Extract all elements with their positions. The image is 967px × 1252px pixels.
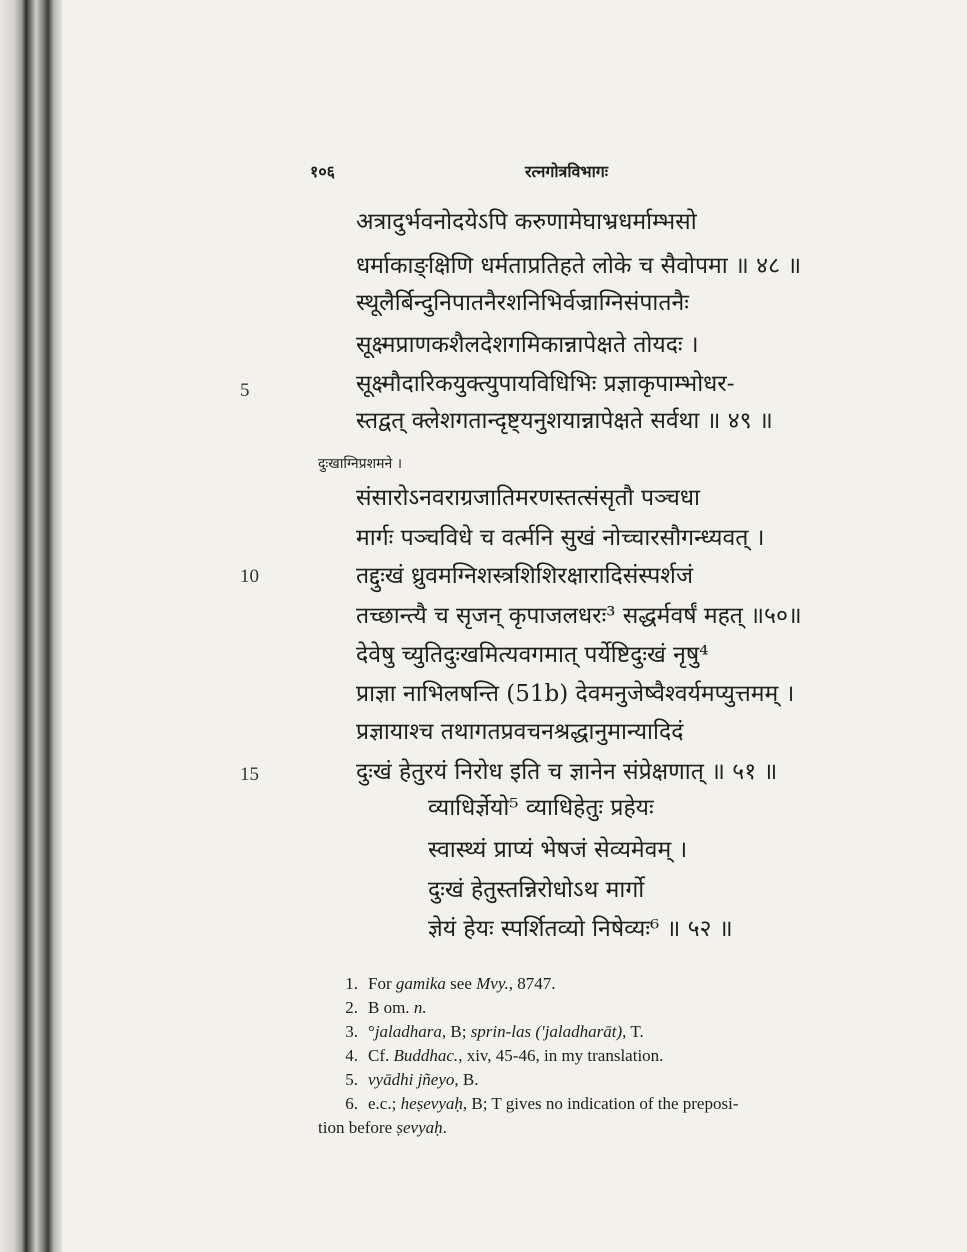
margin-line-number: 15 [240,764,259,785]
verse-line: मार्गः पञ्चविधे च वर्त्मनि सुखं नोच्चारसौगन्ध्यवत् । [356,525,765,551]
verse-line: धर्माकाङ्क्षिणि धर्मताप्रतिहते लोके च सैवोपमा ॥ ४८ ॥ [356,253,802,279]
verse-line: स्वास्थ्यं प्राप्यं भेषजं सेव्यमेवम् । [428,837,688,863]
footnote [318,1020,883,1044]
verse-line: ज्ञेयं हेयः स्पर्शितव्यो निषेव्यः⁶ ॥ ५२ ॥ [428,916,733,942]
footnote [318,1068,883,1092]
footnote-number: 1. [345,974,358,993]
verse-line: स्थूलैर्बिन्दुनिपातनैरशनिभिर्वज्राग्निसंपातनैः [356,290,689,316]
verse-line: देवेषु च्युतिदुःखमित्यवगमात् पर्येष्टिदुःखं नृषु⁴ [356,642,709,668]
footnote-text: °jaladhara, B; sprin-las ('jaladharāt), T. [368,1022,644,1041]
running-title: रत्नगोत्रविभागः [525,162,608,181]
footnote-number: 4. [345,1046,358,1065]
footnote-text: B om. n. [368,998,427,1017]
verse-line: व्याधिर्ज्ञेयो⁵ व्याधिहेतुः प्रहेयः [428,795,654,821]
footnote [318,1092,883,1116]
verse-line: प्राज्ञा नाभिलषन्ति (51b) देवमनुजेष्वैश्वर्यमप्युत्तमम् । [356,681,795,707]
footnote [318,1044,883,1068]
footnotes [318,972,883,1140]
verse-line: दुःखं हेतुस्तन्निरोधोऽथ मार्गो [428,877,645,903]
margin-line-number: 5 [240,380,250,401]
footnote-text: For gamika see Mvy., 8747. [368,974,556,993]
verse-line: सूक्ष्मौदारिकयुक्त्युपायविधिभिः प्रज्ञाकृपाम्भोधर- [356,371,735,397]
footnote-number: 5. [345,1070,358,1089]
footnote-continuation: tion before ṣevyaḥ. [318,1118,447,1137]
verse-section-label: दुःखाग्निप्रशमने । [318,456,403,472]
footnote-text: vyādhi jñeyo, B. [368,1070,479,1089]
verse-line: स्तद्वत् क्लेशगतान्दृष्ट्यनुशयान्नापेक्षते सर्वथा ॥ ४९ ॥ [356,408,773,434]
verse-line: तद्दुःखं ध्रुवमग्निशस्त्रशिशिरक्षारादिसंस्पर्शजं [356,563,694,589]
footnote [318,996,883,1020]
footnote-text: e.c.; heṣevyaḥ, B; T gives no indication of the preposi- [368,1094,739,1113]
verse-line: दुःखं हेतुरयं निरोध इति च ज्ञानेन संप्रेक्षणात् ॥ ५१ ॥ [356,759,778,785]
verse-line: अत्रादुर्भवनोदयेऽपि करुणामेघाभ्रधर्माम्भसो [356,209,697,235]
page-header [0,160,967,188]
verse-line: तच्छान्त्यै च सृजन् कृपाजलधरः³ सद्धर्मवर्षं महत् ॥५०॥ [356,603,802,629]
page-number: १०६ [310,162,335,181]
footnote [318,972,883,996]
footnote-number: 3. [345,1022,358,1041]
verse-line: सूक्ष्मप्राणकशैलदेशगमिकान्नापेक्षते तोयदः । [356,332,699,358]
footnote-text: Cf. Buddhac., xiv, 45-46, in my translation. [368,1046,664,1065]
footnote-number: 6. [345,1094,358,1113]
verse-line: संसारोऽनवराग्रजातिमरणस्तत्संसृतौ पञ्चधा [356,485,701,511]
margin-line-number: 10 [240,566,259,587]
verse-line: प्रज्ञायाश्च तथागतप्रवचनश्रद्धानुमान्यादिदं [356,719,684,745]
footnote-number: 2. [345,998,358,1017]
